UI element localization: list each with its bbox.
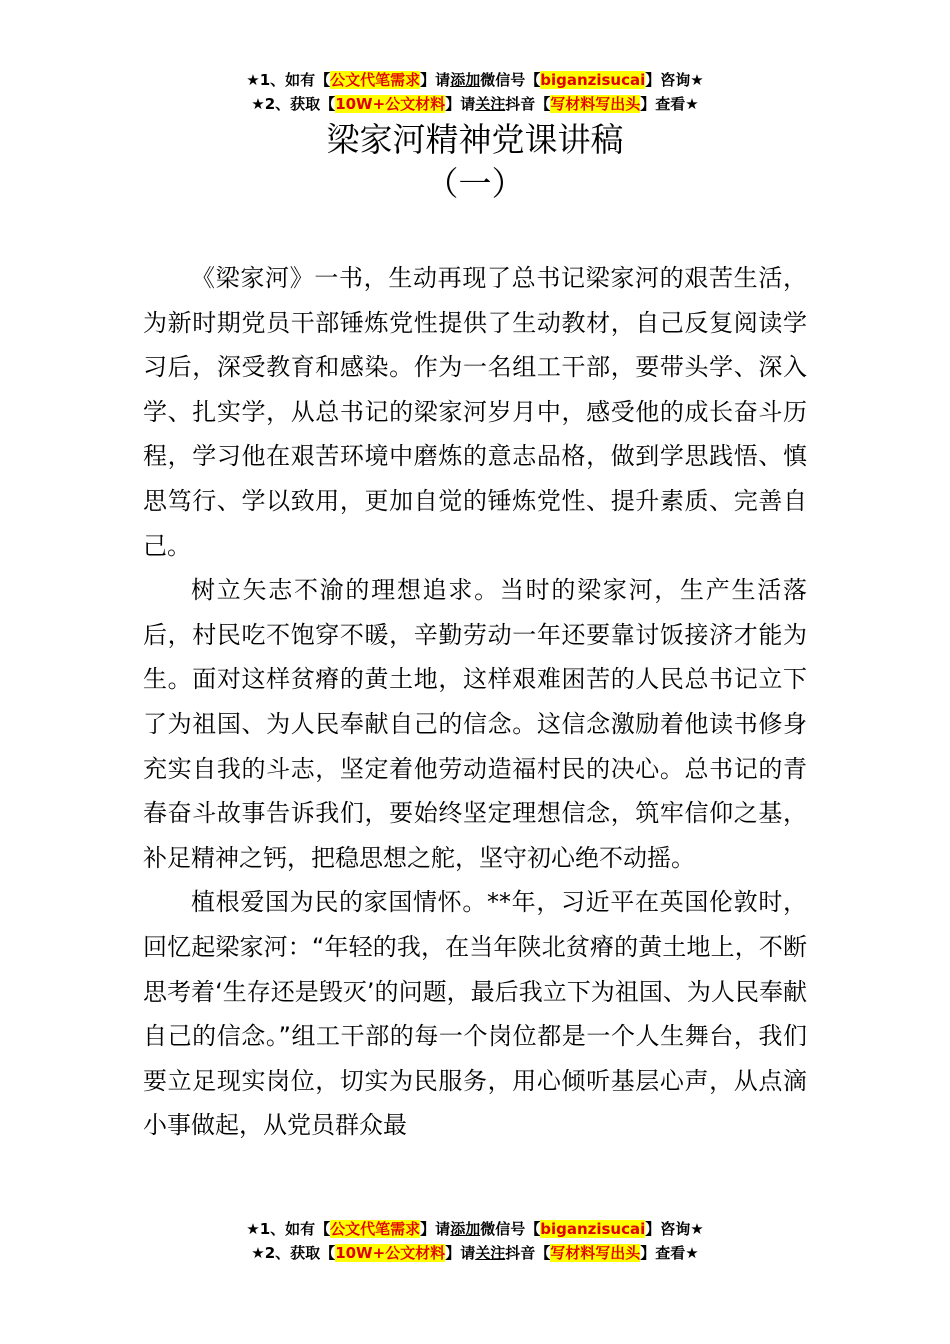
banner-line-1 bbox=[0, 68, 950, 92]
banner-highlight: 公文代笔需求 bbox=[330, 1220, 421, 1238]
banner-text: ★2、获取【 bbox=[251, 1244, 336, 1262]
banner-highlight: 写材料写出头 bbox=[550, 95, 641, 113]
paragraph: 树立矢志不渝的理想追求。当时的梁家河，生产生活落后，村民吃不饱穿不暖，辛勤劳动一年还要靠讨饭接济才能为生。面对这样贫瘠的黄土地，这样艰难困苦的人民总书记立下了为祖国、为人民奉献自己的信念。这信念激励着他读书修身充实自我的斗志，坚定着他劳动造福村民的决心。总书记的青春奋斗故事告诉我们，要始终坚定理想信念，筑牢信仰之基，补足精神之钙，把稳思想之舵，坚守初心绝不动摇。 bbox=[143, 576, 807, 872]
banner-highlight: 10W+公文材料 bbox=[335, 1244, 446, 1262]
banner-text: 】查看★ bbox=[640, 1244, 699, 1262]
banner-text: ★2、获取【 bbox=[251, 95, 336, 113]
header-banner bbox=[0, 68, 950, 116]
banner-highlight: 10W+公文材料 bbox=[335, 95, 446, 113]
banner-text: 】咨询★ bbox=[645, 71, 704, 89]
banner-text: 】请 bbox=[445, 1244, 476, 1262]
banner-text: 】请 bbox=[445, 95, 476, 113]
banner-text: 抖音【 bbox=[505, 95, 551, 113]
banner-underlined: 关注 bbox=[475, 95, 506, 113]
banner-underlined: 关注 bbox=[475, 1244, 506, 1262]
banner-text: 微信号【 bbox=[480, 71, 541, 89]
banner-line-2 bbox=[0, 1241, 950, 1265]
document-body bbox=[143, 256, 807, 1148]
paragraph: 植根爱国为民的家国情怀。**年，习近平在英国伦敦时，回忆起梁家河：“年轻的我，在当年陕北贫瘠的黄土地上，不断思考着‘生存还是毁灭’的问题，最后我立下为祖国、为人民奉献自己的信念。”组工干部的每一个岗位都是一个人生舞台，我们要立足现实岗位，切实为民服务，用心倾听基层心声，从点滴小事做起，从党员群众最 bbox=[143, 888, 807, 1140]
document-subtitle: （一） bbox=[425, 164, 525, 203]
banner-text: ★1、如有【 bbox=[246, 1220, 331, 1238]
banner-line-1 bbox=[0, 1217, 950, 1241]
footer-banner bbox=[0, 1217, 950, 1265]
paragraph: 《梁家河》一书，生动再现了总书记梁家河的艰苦生活，为新时期党员干部锤炼党性提供了生动教材，自己反复阅读学习后，深受教育和感染。作为一名组工干部，要带头学、深入学、扎实学，从总书记的梁家河岁月中，感受他的成长奋斗历程，学习他在艰苦环境中磨炼的意志品格，做到学思践悟、慎思笃行、学以致用，更加自觉的锤炼党性、提升素质、完善自己。 bbox=[143, 264, 807, 560]
document-title-block bbox=[0, 118, 950, 206]
document-title: 梁家河精神党课讲稿 bbox=[326, 120, 624, 159]
banner-text: 微信号【 bbox=[480, 1220, 541, 1238]
banner-text: 抖音【 bbox=[505, 1244, 551, 1262]
banner-highlight: biganzisucai bbox=[540, 71, 646, 89]
banner-highlight: 写材料写出头 bbox=[550, 1244, 641, 1262]
banner-underlined: 添加 bbox=[450, 71, 481, 89]
banner-text: 】请 bbox=[420, 71, 451, 89]
banner-text: 】查看★ bbox=[640, 95, 699, 113]
banner-line-2 bbox=[0, 92, 950, 116]
banner-highlight: 公文代笔需求 bbox=[330, 71, 421, 89]
banner-text: 】请 bbox=[420, 1220, 451, 1238]
banner-highlight: biganzisucai bbox=[540, 1220, 646, 1238]
banner-text: ★1、如有【 bbox=[246, 71, 331, 89]
banner-text: 】咨询★ bbox=[645, 1220, 704, 1238]
banner-underlined: 添加 bbox=[450, 1220, 481, 1238]
